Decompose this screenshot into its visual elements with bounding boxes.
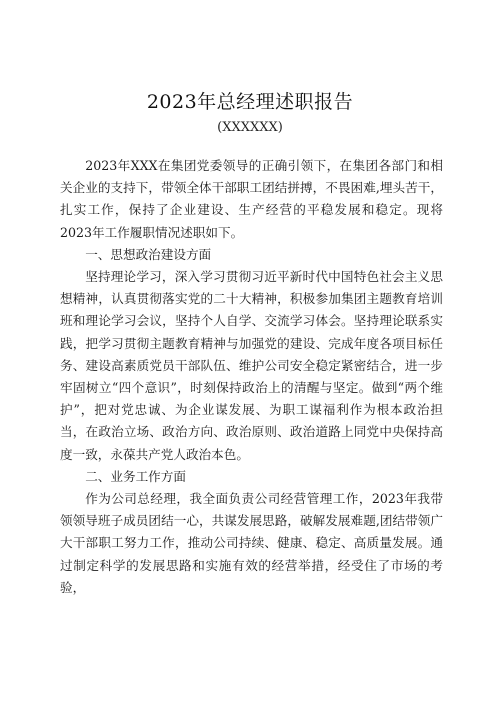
paragraph-intro: 2023年XXX在集团党委领导的正确引领下，在集团各部门和相关企业的支持下，带领全体干部职工团结拼搏，不畏困难,埋头苦干，扎实工作，保持了企业建设、生产经营的平稳发展和稳定。现将2023年工作履职情况述职如下。 (60, 158, 443, 240)
section-heading-business: 二、业务工作方面 (85, 468, 186, 484)
document-subtitle: (XXXXXX) (217, 120, 283, 135)
paragraph-business: 作为公司总经理，我全面负责公司经营管理工作，2023年我带领领导班子成员团结一心，共谋发展思路，破解发展难题,团结带领广大干部职工努力工作，推动公司持续、健康、稳定、高质量发展。通过制定科学的发展思路和实施有效的经营举措，经受住了市场的考验， (60, 491, 443, 595)
paragraph-political: 坚持理论学习，深入学习贯彻习近平新时代中国特色社会主义思想精神，认真贯彻落实党的二十大精神，积极参加集团主题教育培训班和理论学习会议，坚持个人自学、交流学习体会。坚持理论联系实践，把学习贯彻主题教育精神与加强党的建设、完成年度各项目标任务、建设高素质党员干部队伍、维护公司安全稳定紧密结合，进一步牢固树立“四个意识”，时刻保持政治上的清醒与坚定。做到“两个维护”，把对党忠诚、为企业谋发展、为职工谋福利作为根本政治担当，在政治立场、政治方向、政治原则、政治道路上同党中央保持高度一致，永葆共产党人政治本色。 (60, 269, 443, 462)
document-title: 2023年总经理述职报告 (146, 91, 354, 113)
document-body (60, 155, 443, 599)
section-heading-political: 一、思想政治建设方面 (85, 246, 212, 262)
